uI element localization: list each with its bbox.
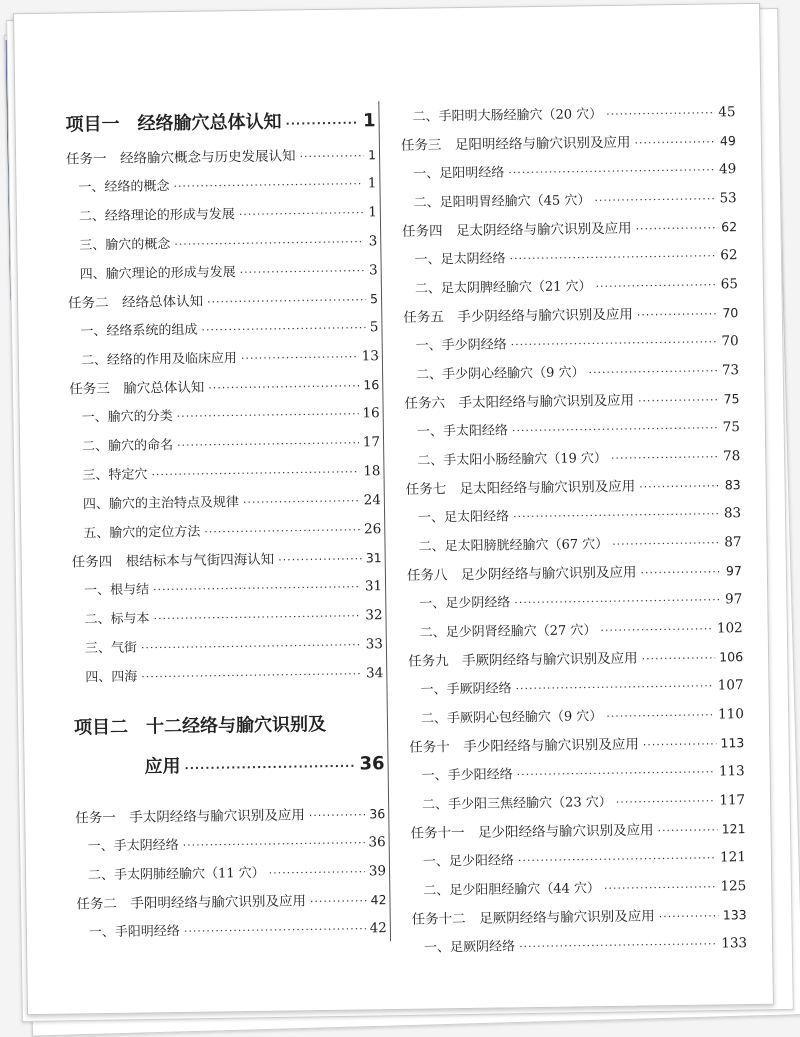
toc-entry-title: 二、足太阳膀胱经腧穴（67 穴） [418, 537, 609, 555]
toc-entry-title: 二、手太阳小肠经腧穴（19 穴） [417, 451, 608, 469]
toc-entry-title: 一、手少阳经络 [421, 767, 513, 784]
leader-dots [600, 615, 713, 646]
toc-entry-item[interactable] [72, 572, 382, 605]
leader-dots [204, 515, 360, 546]
leader-dots [239, 256, 365, 287]
toc-entry-item[interactable] [405, 442, 740, 476]
leader-dots [612, 528, 721, 559]
toc-page-number: 42 [370, 892, 387, 908]
leader-dots [634, 128, 716, 157]
toc-entry-title: 二、手少阳三焦经腧穴（23 穴） [422, 794, 612, 813]
toc-entry-title: 一、腧穴的分类 [81, 409, 173, 426]
toc-entry-item[interactable] [407, 585, 742, 619]
toc-entry-item[interactable] [410, 786, 745, 820]
toc-page-number: 133 [722, 907, 747, 923]
leader-dots [511, 327, 718, 359]
toc-page-number: 73 [721, 362, 740, 379]
leader-dots [269, 857, 366, 887]
toc-entry-task[interactable] [66, 141, 376, 173]
toc-entry-title: 应用 [144, 755, 181, 778]
toc-page-number: 45 [718, 104, 736, 121]
toc-entry-item[interactable] [411, 872, 746, 906]
toc-entry-title: 任务十一 足少阳经络与腧穴识别及应用 [410, 822, 654, 842]
toc-page-number: 83 [724, 477, 741, 493]
toc-page-number: 49 [719, 133, 736, 149]
toc-page-number: 33 [365, 636, 383, 653]
toc-page-number: 62 [721, 219, 738, 235]
toc-entry-title: 一、手厥阴经络 [420, 681, 512, 698]
leader-dots [243, 486, 360, 517]
leader-dots [595, 270, 717, 301]
toc-entry-title: 二、手太阴肺经腧穴（11 穴） [87, 865, 265, 884]
toc-entry-title: 二、足太阴脾经腧穴（21 穴） [414, 279, 592, 297]
toc-entry-item[interactable] [73, 659, 383, 692]
toc-page-number: 121 [721, 821, 746, 837]
toc-entry-title: 四、腧穴的主治特点及规律 [82, 495, 240, 513]
toc-page-number: 42 [369, 920, 387, 937]
toc-entry-item[interactable] [401, 155, 736, 189]
toc-entry-task[interactable] [69, 371, 379, 403]
toc-entry-item[interactable] [406, 499, 741, 533]
leader-dots [201, 313, 366, 344]
leader-dots [285, 103, 359, 144]
toc-entry-item[interactable] [408, 614, 743, 648]
leader-dots [184, 914, 366, 946]
toc-entry-title: 一、足阳明经络 [413, 165, 505, 182]
toc-page-number: 106 [719, 649, 744, 665]
toc-page-number: 133 [721, 935, 748, 952]
toc-page-number: 78 [722, 448, 741, 465]
toc-entry-project[interactable] [65, 101, 376, 145]
toc-entry-item[interactable] [69, 342, 379, 375]
toc-entry-title: 二、足少阴肾经腧穴（27 穴） [419, 623, 597, 641]
leader-dots [515, 672, 714, 704]
leader-dots [638, 386, 720, 415]
toc-entry-item[interactable] [400, 98, 735, 132]
toc-entry-title: 一、经络系统的组成 [80, 322, 198, 340]
leader-dots [153, 572, 361, 604]
toc-page-number: 117 [719, 792, 746, 809]
toc-entry-title: 一、足太阴经络 [414, 251, 506, 268]
toc-right-column [400, 98, 747, 963]
toc-entry-task[interactable] [72, 544, 382, 576]
toc-entry-title: 任务四 足太阴经络与腧穴识别及应用 [402, 220, 632, 240]
toc-page-number: 26 [363, 521, 382, 538]
toc-entry-title: 任务三 足阳明经络与腧穴识别及应用 [400, 134, 631, 154]
toc-entry-item[interactable] [70, 457, 380, 490]
toc-entry-title: 任务八 足少阴经络与腧穴识别及应用 [406, 564, 637, 584]
toc-page-number: 16 [362, 405, 380, 422]
toc-entry-item[interactable] [402, 184, 737, 218]
leader-dots [616, 787, 716, 817]
toc-entry-title: 任务三 腧穴总体认知 [69, 379, 205, 398]
toc-page-number: 17 [362, 434, 381, 451]
leader-dots [657, 817, 718, 846]
leader-dots [508, 155, 715, 187]
toc-page-number: 75 [722, 419, 741, 436]
toc-page-number: 97 [724, 591, 743, 608]
leader-dots [604, 873, 717, 904]
toc-page-number: 83 [723, 505, 742, 522]
toc-entry-title: 一、手少阴经络 [415, 337, 507, 354]
toc-entry-title: 三、气街 [84, 640, 138, 657]
toc-entry-title: 任务七 足太阳经络与腧穴识别及应用 [405, 478, 636, 498]
leader-dots [177, 428, 359, 460]
leader-dots [177, 399, 359, 431]
toc-entry-title: 二、经络理论的形成与发展 [78, 207, 235, 225]
toc-entry-project[interactable] [74, 704, 385, 748]
leader-dots [635, 214, 717, 243]
leader-dots [519, 930, 718, 962]
toc-entry-item[interactable] [71, 486, 381, 519]
toc-entry-item[interactable] [406, 528, 741, 562]
leader-dots [241, 342, 358, 373]
leader-dots [509, 241, 716, 273]
toc-entry-title: 二、足少阳胆经腧穴（44 穴） [423, 881, 601, 899]
toc-entry-item[interactable] [75, 828, 385, 861]
toc-entry-project-continued[interactable] [74, 744, 385, 788]
toc-entry-title: 二、手厥阴心包经腧穴（9 穴） [420, 709, 603, 727]
toc-page-number: 87 [724, 534, 742, 551]
leader-dots [518, 844, 717, 876]
toc-page-number: 31 [364, 578, 383, 595]
leader-dots [517, 758, 716, 790]
toc-page-number: 113 [720, 735, 745, 751]
toc-page-number: 102 [716, 620, 743, 637]
toc-entry-item[interactable] [67, 256, 377, 289]
toc-entry-title: 任务五 手少阴经络与腧穴识别及应用 [403, 306, 633, 326]
leader-dots [207, 286, 366, 316]
toc-entry-item[interactable] [66, 169, 376, 202]
toc-page-number: 121 [720, 849, 747, 866]
toc-page-number: 24 [363, 492, 381, 509]
leader-dots [141, 659, 362, 691]
leader-dots [513, 499, 720, 531]
toc-entry-title: 二、标与本 [84, 611, 150, 628]
toc-entry-title: 四、四海 [85, 669, 138, 686]
toc-entry-title: 一、经络的概念 [78, 179, 170, 196]
toc-entry-title: 二、腧穴的命名 [81, 438, 174, 455]
toc-page-number: 62 [720, 247, 738, 264]
toc-entry-item[interactable] [408, 671, 743, 705]
leader-dots [659, 902, 720, 931]
leader-dots [208, 372, 359, 402]
toc-page-number: 1 [367, 147, 377, 163]
toc-entry-title: 一、手太阴经络 [87, 838, 179, 855]
toc-entry-item[interactable] [71, 515, 381, 548]
leader-dots [174, 227, 365, 259]
toc-entry-title: 任务一 经络腧穴概念与历史发展认知 [65, 148, 296, 168]
toc-entry-title: 一、足少阴经络 [419, 595, 511, 612]
leader-dots [173, 169, 364, 201]
toc-entry-item[interactable] [67, 227, 377, 260]
toc-page-number: 110 [718, 706, 745, 723]
toc-entry-title: 任务十 手少阳经络与腧穴识别及应用 [409, 736, 639, 756]
toc-page-number: 32 [365, 607, 383, 624]
toc-page-number: 75 [723, 391, 740, 407]
leader-dots [637, 300, 719, 329]
toc-entry-title: 任务九 手厥阴经络与腧穴识别及应用 [408, 650, 638, 670]
toc-entry-title: 一、足少阳经络 [422, 853, 515, 870]
toc-entry-title: 二、手少阴心经腧穴（9 穴） [416, 365, 585, 383]
leader-dots [310, 887, 367, 916]
toc-entry-title: 任务六 手太阳经络与腧穴识别及应用 [404, 392, 635, 412]
toc-page-number: 34 [365, 665, 384, 682]
toc-page-number: 3 [368, 262, 378, 279]
toc-page-number: 97 [725, 563, 742, 579]
leader-dots [643, 731, 717, 760]
toc-entry-title: 一、手阳明经络 [88, 924, 180, 941]
leader-dots [151, 457, 359, 489]
toc-entry-item[interactable] [77, 914, 387, 947]
leader-dots [141, 630, 362, 662]
toc-entry-item[interactable] [403, 270, 738, 304]
leader-dots [594, 184, 716, 215]
toc-page-number: 107 [717, 677, 744, 694]
toc-page-number: 113 [718, 763, 745, 780]
leader-dots [606, 701, 714, 732]
toc-entry-title: 任务二 经络总体认知 [67, 293, 204, 312]
toc-entry-item[interactable] [405, 413, 740, 447]
toc-page-number: 1 [368, 204, 377, 221]
toc-entry-title: 二、手阳明大肠经腧穴（20 穴） [412, 107, 603, 125]
toc-page-number: 70 [722, 305, 739, 321]
toc-page-number: 53 [719, 190, 737, 207]
toc-entry-item[interactable] [72, 601, 382, 634]
leader-dots [239, 198, 365, 229]
toc-entry-task[interactable] [75, 800, 385, 832]
toc-entry-title: 项目二 十二经络与腧穴识别及 [73, 713, 327, 739]
toc-entry-item[interactable] [404, 327, 739, 361]
leader-dots [278, 545, 362, 574]
toc-entry-title: 四、腧穴理论的形成与发展 [79, 265, 236, 283]
toc-entry-task[interactable] [76, 886, 386, 918]
toc-page-number: 49 [718, 161, 737, 178]
toc-entry-title: 项目一 经络腧穴总体认知 [65, 111, 282, 136]
toc-page-number: 31 [365, 550, 382, 566]
toc-page-number: 18 [363, 463, 381, 480]
toc-page-number: 1 [362, 110, 376, 132]
leader-dots [309, 801, 366, 830]
toc-entry-title: 五、腧穴的定位方法 [83, 524, 201, 542]
toc-page-number: 13 [361, 348, 379, 365]
leader-dots [588, 356, 718, 387]
toc-entry-title: 二、足阳明胃经腧穴（45 穴） [413, 193, 591, 211]
toc-entry-item[interactable] [69, 399, 379, 432]
leader-dots [611, 442, 720, 473]
toc-entry-item[interactable] [410, 757, 745, 791]
leader-dots [184, 747, 355, 789]
toc-page-number: 36 [359, 753, 385, 775]
toc-entry-title: 一、手太阳经络 [416, 423, 509, 440]
toc-entry-title: 三、特定穴 [82, 467, 148, 484]
toc-entry-title: 任务二 手阳明经络与腧穴识别及应用 [76, 893, 307, 913]
toc-entry-title: 一、足厥阴经络 [424, 939, 516, 956]
toc-entry-title: 一、足太阳经络 [418, 509, 510, 526]
leader-dots [182, 828, 364, 860]
toc-entry-title: 一、根与结 [84, 582, 150, 599]
toc-entry-title: 任务一 手太阴经络与腧穴识别及应用 [75, 807, 305, 827]
toc-entry-item[interactable] [76, 857, 386, 890]
leader-dots [514, 585, 721, 617]
toc-entry-title: 任务四 根结标本与气街四海认知 [71, 551, 275, 571]
leader-dots [299, 142, 364, 171]
toc-entry-item[interactable] [70, 428, 380, 461]
toc-page-number: 36 [369, 806, 386, 822]
toc-entry-title: 任务十二 足厥阴经络与腧穴识别及应用 [411, 908, 655, 928]
leader-dots [153, 601, 361, 633]
toc-page-number: 70 [721, 333, 739, 350]
toc-page-number: 16 [363, 377, 380, 393]
leader-dots [639, 472, 721, 501]
toc-entry-item[interactable] [73, 630, 383, 663]
toc-page-number: 5 [369, 319, 379, 336]
toc-entry-item[interactable] [67, 198, 377, 231]
toc-page-number: 36 [368, 834, 386, 851]
toc-entry-title: 二、经络的作用及临床应用 [80, 351, 238, 369]
toc-entry-item[interactable] [68, 313, 378, 346]
toc-page-number: 125 [720, 878, 747, 895]
toc-left-column [65, 101, 387, 947]
toc-page-number: 5 [370, 291, 379, 307]
toc-page-number: 3 [368, 233, 378, 250]
toc-page-number: 1 [367, 175, 377, 192]
toc-page-number: 65 [720, 276, 739, 293]
toc-page [13, 3, 774, 1015]
leader-dots [606, 98, 715, 129]
toc-entry-task[interactable] [68, 285, 378, 317]
toc-entry-item[interactable] [411, 843, 746, 877]
leader-dots [640, 558, 722, 587]
leader-dots [641, 645, 715, 674]
toc-entry-item[interactable] [402, 241, 737, 275]
toc-entry-item[interactable] [412, 929, 747, 963]
toc-entry-title: 三、腧穴的概念 [79, 237, 171, 254]
leader-dots [512, 413, 719, 445]
toc-entry-item[interactable] [404, 356, 739, 390]
toc-page-number: 39 [368, 863, 387, 880]
toc-entry-item[interactable] [409, 700, 744, 734]
